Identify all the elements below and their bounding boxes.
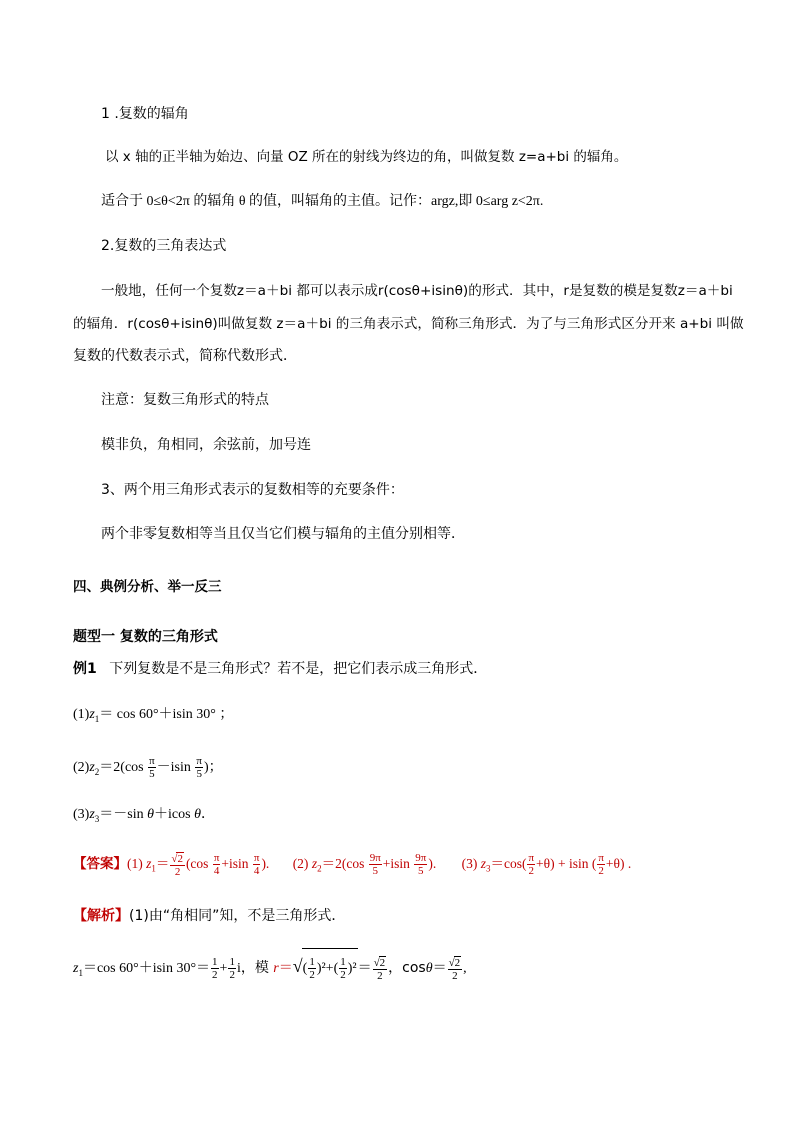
frac-den: 2 [174, 865, 181, 878]
paragraph-arg-definition: 以 x 轴的正半轴为始边、向量 OZ 所在的射线为终边的角，叫做复数 z=a+bi 的辐角。 [105, 149, 628, 165]
frac-den: 2 [212, 969, 218, 982]
item-2-var: z [89, 760, 95, 775]
analysis-cos-value [448, 956, 463, 982]
answer-z2: z [311, 856, 318, 871]
frac-den: 2 [309, 969, 315, 982]
answer-line [73, 847, 631, 886]
analysis-i: i [236, 961, 241, 976]
item-2-sub: 2 [94, 766, 100, 777]
answer-z3: z [480, 856, 486, 871]
example-line [73, 659, 487, 679]
analysis-derivation [73, 946, 467, 993]
frac-den: 5 [149, 768, 155, 781]
answer-part-1-number: (1) [127, 856, 147, 871]
item-3-end: ． [200, 807, 215, 822]
analysis-eq-3: ＝ [432, 961, 447, 976]
analysis-sqrt-sign: √ [292, 956, 303, 976]
sqrt-radicand: 2 [454, 956, 461, 969]
item-3-var: z [89, 807, 95, 822]
item-1-sub: 1 [94, 713, 100, 724]
item-3-number: (3) [73, 807, 90, 822]
answer-p2-frac-1 [369, 852, 382, 877]
answer-part-2-number: (2) [292, 856, 312, 871]
analysis-expr: ＝cos 60°＋isin 30°＝ [82, 961, 211, 976]
item-2-end: )； [203, 760, 223, 775]
item-1-var: z [89, 707, 95, 722]
sq-close: )² [347, 961, 357, 976]
type-title: 题型一 复数的三角形式 [73, 629, 218, 645]
analysis-eq-2: ＝ [357, 961, 372, 976]
frac-num: 9π [415, 852, 427, 865]
frac-den: 5 [418, 865, 424, 878]
analysis-theta: θ [425, 961, 433, 976]
frac-num: π [149, 755, 155, 768]
analysis-line [73, 906, 345, 926]
analysis-eq-1: ＝ [278, 961, 293, 976]
frac-den: 2 [229, 969, 235, 982]
answer-z3-sub: 3 [485, 863, 491, 874]
item-1-number: (1) [73, 707, 90, 722]
example-text: 下列复数是不是三角形式？若不是，把它们表示成三角形式． [109, 661, 488, 677]
frac-num: π [528, 852, 535, 865]
sq-frac-2 [339, 956, 347, 981]
answer-p3-frac-2 [597, 852, 605, 877]
analysis-z1-sub: 1 [78, 967, 83, 978]
item-2-a: ＝2(cos [99, 760, 148, 775]
answer-p1-end: ). [261, 856, 270, 871]
analysis-mod-label: ，模 [240, 960, 274, 976]
item-3-theta-2: θ [194, 807, 201, 822]
frac-num: 1 [340, 956, 346, 969]
paragraph-equality: 两个非零复数相等当且仅当它们模与辐角的主值分别相等． [101, 526, 465, 542]
frac-den: 4 [253, 865, 260, 878]
paragraph-principal-value: 适合于 0≤θ<2π 的辐角 θ 的值，叫辐角的主值。记作：argz,即 0≤arg z<2π. [101, 194, 544, 209]
analysis-half-2 [228, 956, 236, 981]
frac-num: 1 [309, 956, 315, 969]
sqrt-radicand: 2 [379, 956, 386, 969]
item-3-b: ＋icos [154, 807, 195, 822]
item-1-body: ＝ cos 60°＋isin 30° ； [99, 707, 234, 722]
note-features: 注意：复数三角形式的特点 [101, 392, 269, 408]
sq-open: ( [302, 961, 308, 976]
frac-num: π [598, 852, 604, 865]
answer-p1-b: +isin [221, 856, 252, 871]
answer-z1-sub: 1 [151, 863, 156, 874]
frac-den: 5 [196, 768, 202, 781]
heading-equality-condition: 3、两个用三角形式表示的复数相等的充要条件： [101, 482, 404, 498]
answer-z1: z [146, 856, 152, 871]
answer-p1-frac-1 [213, 852, 221, 877]
answer-sqrt2-over-2 [170, 852, 185, 878]
analysis-half-1 [211, 956, 219, 981]
answer-p3-end: +θ) . [605, 856, 632, 871]
answer-p1-frac-2 [253, 852, 261, 877]
answer-p1-a: (cos [185, 856, 212, 871]
frac-den: 2 [598, 865, 604, 878]
frac-num: 1 [229, 956, 235, 969]
mnemonic: 模非负，角相同，余弦前，加号连 [101, 437, 311, 453]
answer-eq: ＝ [155, 856, 170, 871]
paragraph-trig-line2: 的辐角．r(cosθ+isinθ)叫做复数 z＝a＋bi 的三角表示式，简称三角形式．为了与三角形式区分开来 a+bi 叫做 [73, 316, 744, 332]
frac-den: 2 [528, 865, 534, 878]
analysis-text: (1)由“角相同”知，不是三角形式． [129, 908, 346, 924]
answer-p3-frac-1 [527, 852, 535, 877]
answer-label: 【答案】 [73, 856, 127, 872]
frac-den: 2 [377, 969, 383, 982]
heading-arg: 1 .复数的辐角 [101, 106, 189, 122]
item-2-frac-1 [148, 755, 156, 780]
heading-trig-form: 2.复数的三角表达式 [101, 238, 227, 254]
analysis-sqrt-body [302, 948, 358, 989]
item-3 [73, 805, 215, 829]
answer-p2-b: +isin [382, 856, 414, 871]
item-3-theta-1: θ [147, 807, 155, 822]
answer-p2-end: ). [428, 856, 437, 871]
sqrt-radicand: 2 [177, 852, 183, 865]
item-3-a: ＝－sin [99, 807, 148, 822]
analysis-sqrt2-over-2 [373, 956, 388, 982]
analysis-label: 【解析】 [73, 908, 129, 924]
item-2-mid: －isin [156, 760, 195, 775]
section-title: 四、典例分析、举一反三 [73, 579, 222, 595]
frac-num: √2 [373, 956, 386, 969]
frac-den: 5 [372, 865, 378, 878]
analysis-plus: + [219, 961, 228, 976]
example-label: 例1 [73, 661, 97, 677]
frac-num: π [213, 852, 220, 865]
answer-part-3-number: (3) [461, 856, 481, 871]
item-1 [73, 705, 233, 729]
frac-num: π [196, 755, 202, 768]
answer-p2-a: ＝2(cos [321, 856, 368, 871]
frac-den: 2 [340, 969, 346, 982]
sq-frac-1 [308, 956, 316, 981]
frac-num: √2 [171, 852, 183, 865]
analysis-r: r [273, 961, 279, 976]
paragraph-trig-line3: 复数的代数表示式，简称代数形式． [73, 348, 297, 364]
analysis-tail: , [463, 961, 467, 976]
item-2 [73, 751, 223, 789]
item-2-number: (2) [73, 760, 90, 775]
frac-num: √2 [448, 956, 461, 969]
paragraph-trig-line1: 一般地，任何一个复数z＝a＋bi 都可以表示成r(cosθ+isinθ)的形式．其中，r是复数的模是复数z＝a＋bi [101, 283, 733, 299]
analysis-z1: z [73, 961, 79, 976]
frac-den: 2 [452, 969, 458, 982]
item-2-frac-2 [195, 755, 203, 780]
sq-mid: )²+( [316, 961, 339, 976]
answer-p2-frac-2 [414, 852, 427, 877]
frac-num: 9π [369, 852, 381, 865]
frac-num: 1 [212, 956, 218, 969]
frac-num: π [253, 852, 260, 865]
item-3-sub: 3 [94, 813, 100, 824]
answer-p3-b: +θ) + isin ( [536, 856, 597, 871]
answer-p3-a: ＝cos( [490, 856, 527, 871]
answer-z2-sub: 2 [317, 863, 322, 874]
analysis-cos-label: ，cos [388, 960, 426, 976]
frac-den: 4 [213, 865, 220, 878]
